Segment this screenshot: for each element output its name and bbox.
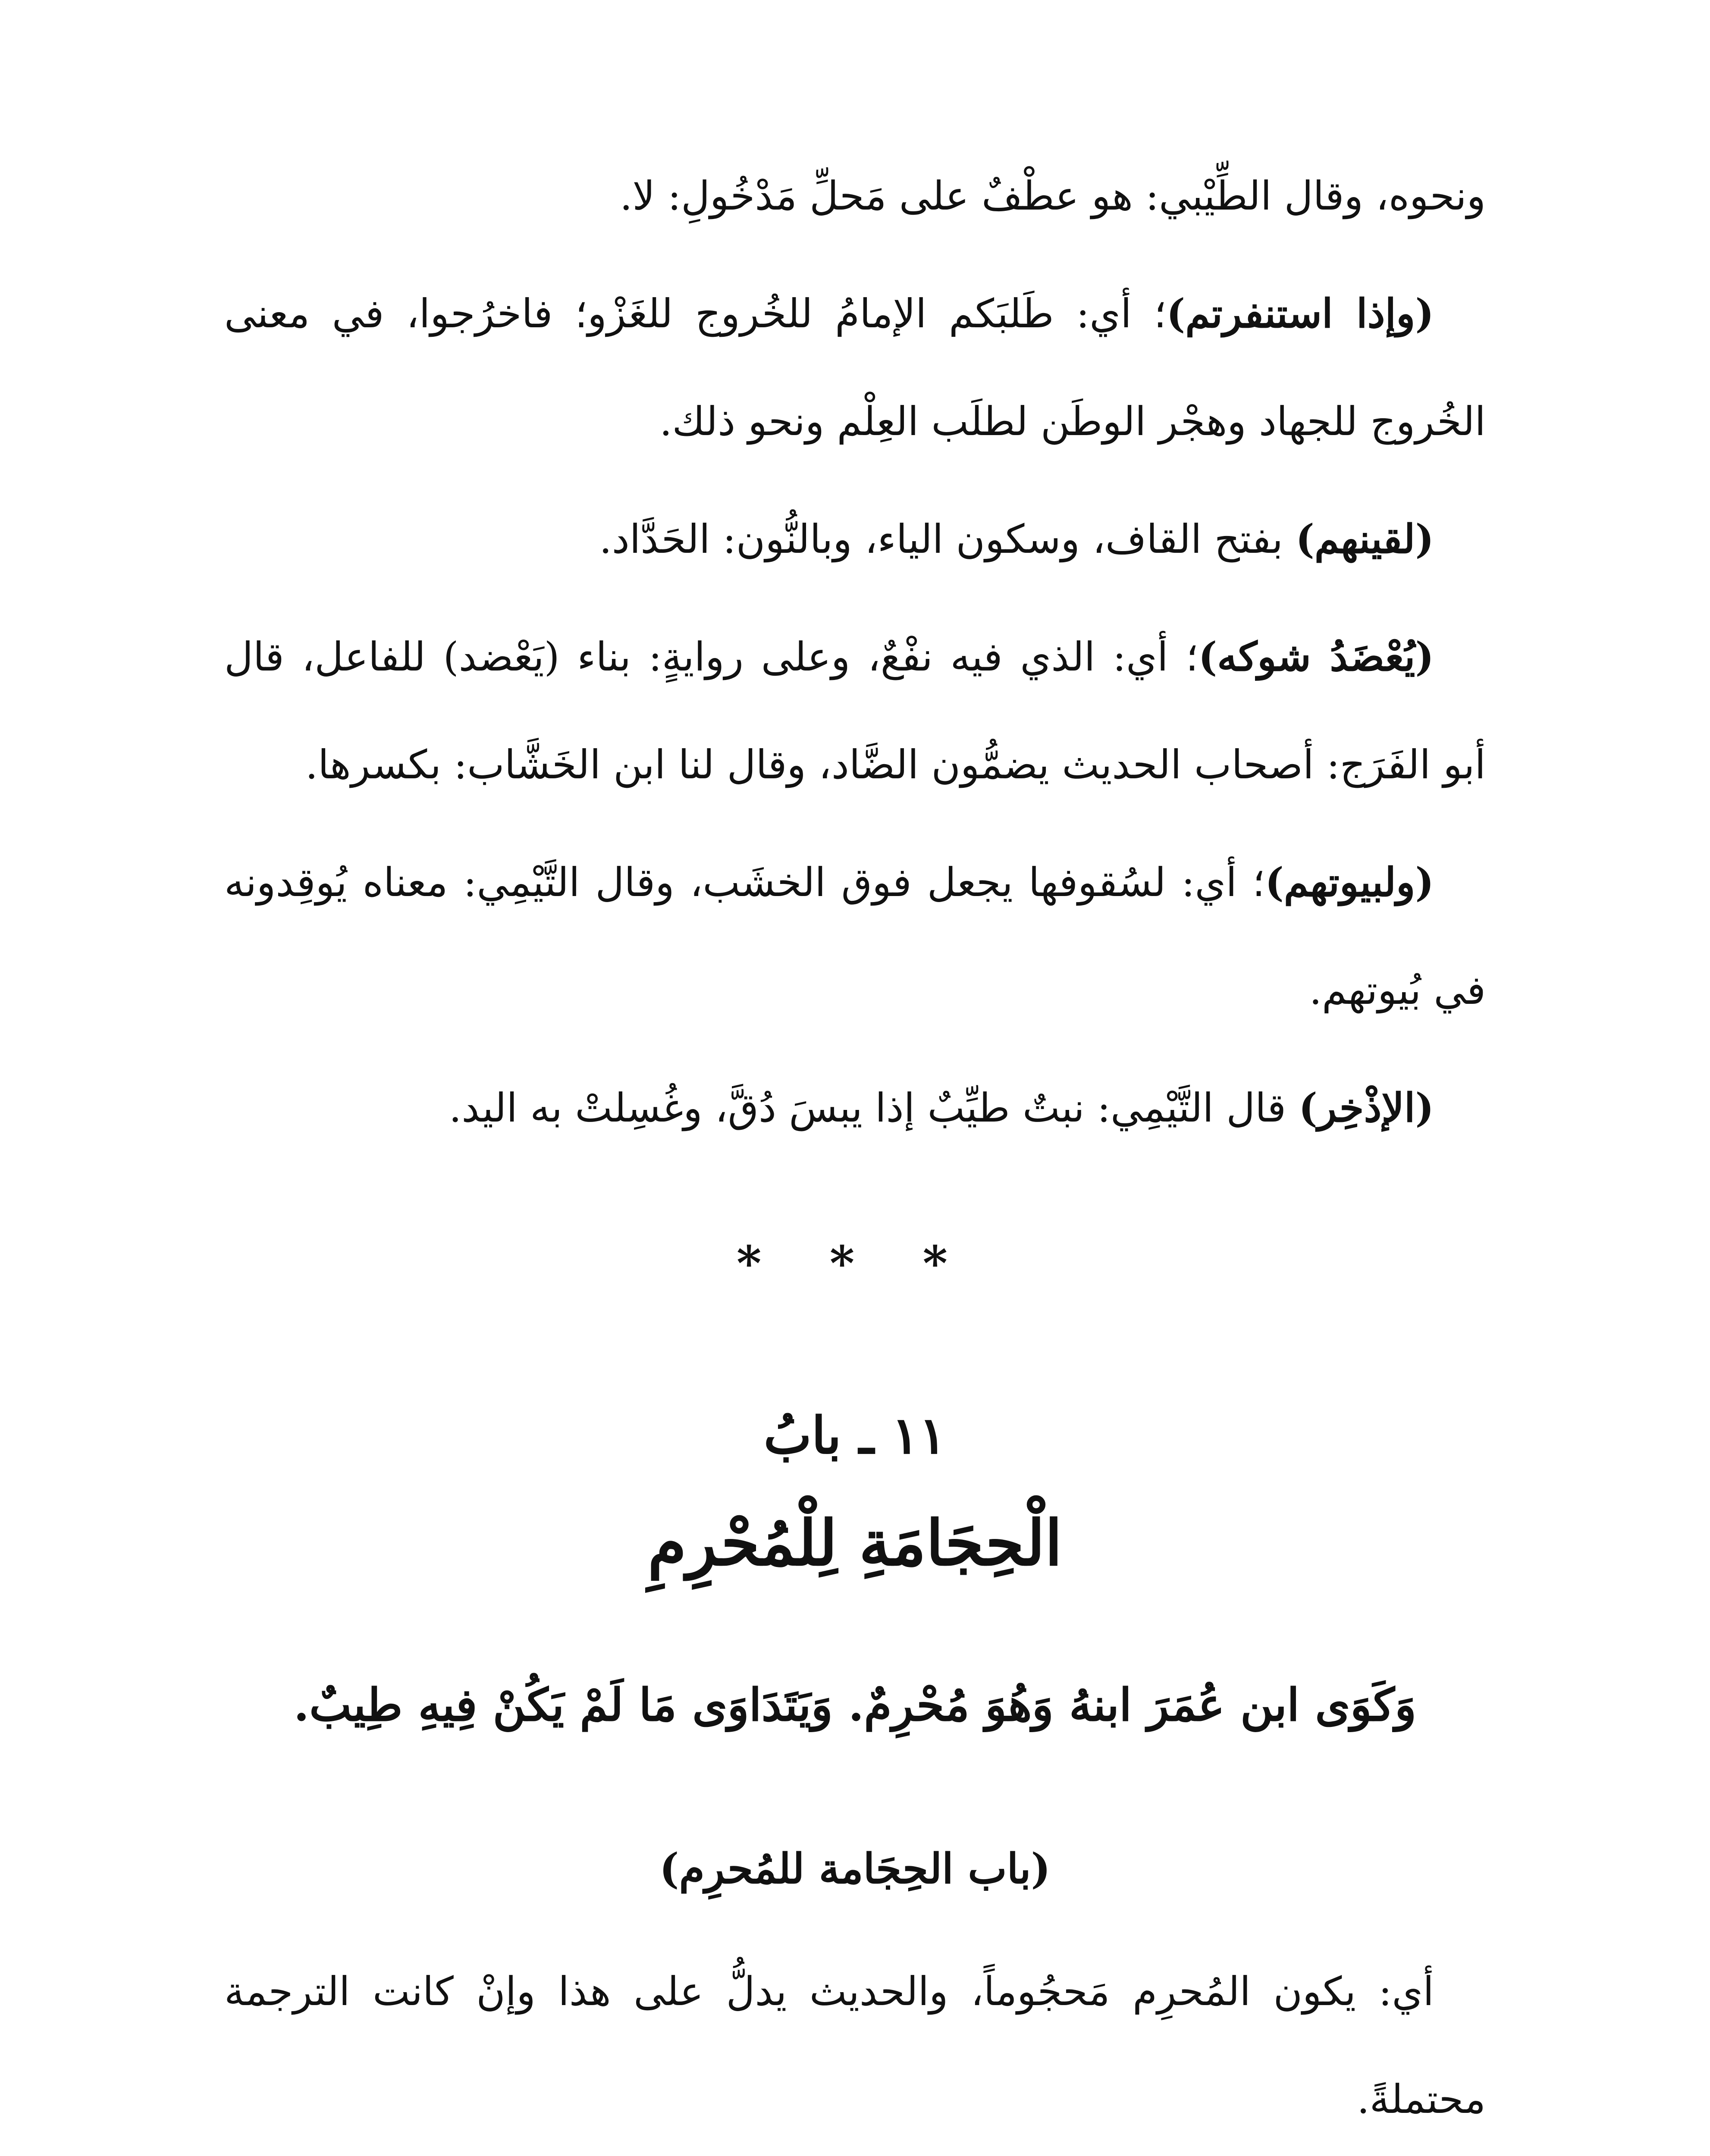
hadith-text: وَكَوَى ابن عُمَرَ ابنهُ وَهُوَ مُحْرِمٌ. وَيَتَدَاوَى مَا لَمْ يَكُنْ فِيهِ طِيبٌ. bbox=[293, 1678, 1417, 1731]
paragraph-6-text: قال التَّيْمِي: نبتٌ طيِّبٌ إذا يبسَ دُقَّ، وغُسِلتْ به اليد. bbox=[449, 1085, 1299, 1131]
paragraph-4-lead: (يُعْضَدُ شوكه) bbox=[1198, 633, 1434, 680]
paragraph-3 bbox=[224, 485, 1486, 593]
paragraph-1-text: ونحوه، وقال الطِّيْبي: هو عطْفٌ على مَحلِّ مَدْخُولِ: لا. bbox=[620, 173, 1486, 219]
chapter-title: الْحِجَامَةِ لِلْمُحْرِمِ bbox=[647, 1507, 1063, 1580]
paragraph-2 bbox=[224, 260, 1486, 476]
paragraph-5 bbox=[224, 828, 1486, 1044]
paragraph-3-lead: (لقينهم) bbox=[1296, 516, 1434, 562]
paragraph-1 bbox=[224, 142, 1486, 250]
commentary-text: أي: يكون المُحرِم مَحجُوماً، والحديث يدلُّ على هذا وإنْ كانت الترجمة محتملةً. bbox=[224, 1968, 1486, 2122]
paragraph-6 bbox=[224, 1054, 1486, 1162]
commentary-paragraph bbox=[224, 1938, 1486, 2153]
paragraph-5-lead: (ولبيوتهم) bbox=[1265, 859, 1434, 906]
page-content bbox=[224, 142, 1486, 2156]
paragraph-4-text: ؛ أي: الذي فيه نفْعٌ، وعلى روايةٍ: بناء (يَعْضد) للفاعل، قال أبو الفَرَج: أصحاب الحديث يضمُّون الضَّاد، وقال لنا ابن الخَشَّاب: بكسرها. bbox=[224, 634, 1486, 788]
paragraph-6-lead: (الإذْخِر) bbox=[1299, 1084, 1434, 1131]
paragraph-4 bbox=[224, 603, 1486, 819]
commentary-heading: (باب الحِجَامة للمُحرِم) bbox=[659, 1844, 1051, 1893]
paragraph-2-lead: (وإذا استنفرتم) bbox=[1166, 290, 1434, 337]
paragraph-2-text: ؛ أي: طَلبَكم الإمامُ للخُروج للغَزْو؛ فاخرُجوا، في معنى الخُروج للجهاد وهجْر الوطَن لطلَب العِلْم ونحو ذلك. bbox=[224, 291, 1486, 445]
paragraph-5-text: ؛ أي: لسُقوفها يجعل فوق الخشَب، وقال التَّيْمِي: معناه يُوقِدونه في بُيوتهم. bbox=[224, 859, 1486, 1013]
chapter-number: ١١ ـ بابُ bbox=[763, 1405, 947, 1465]
section-separator: * * * bbox=[736, 1235, 974, 1291]
paragraph-3-text: بفتح القاف، وسكون الياء، وبالنُّون: الحَدَّاد. bbox=[599, 516, 1296, 562]
